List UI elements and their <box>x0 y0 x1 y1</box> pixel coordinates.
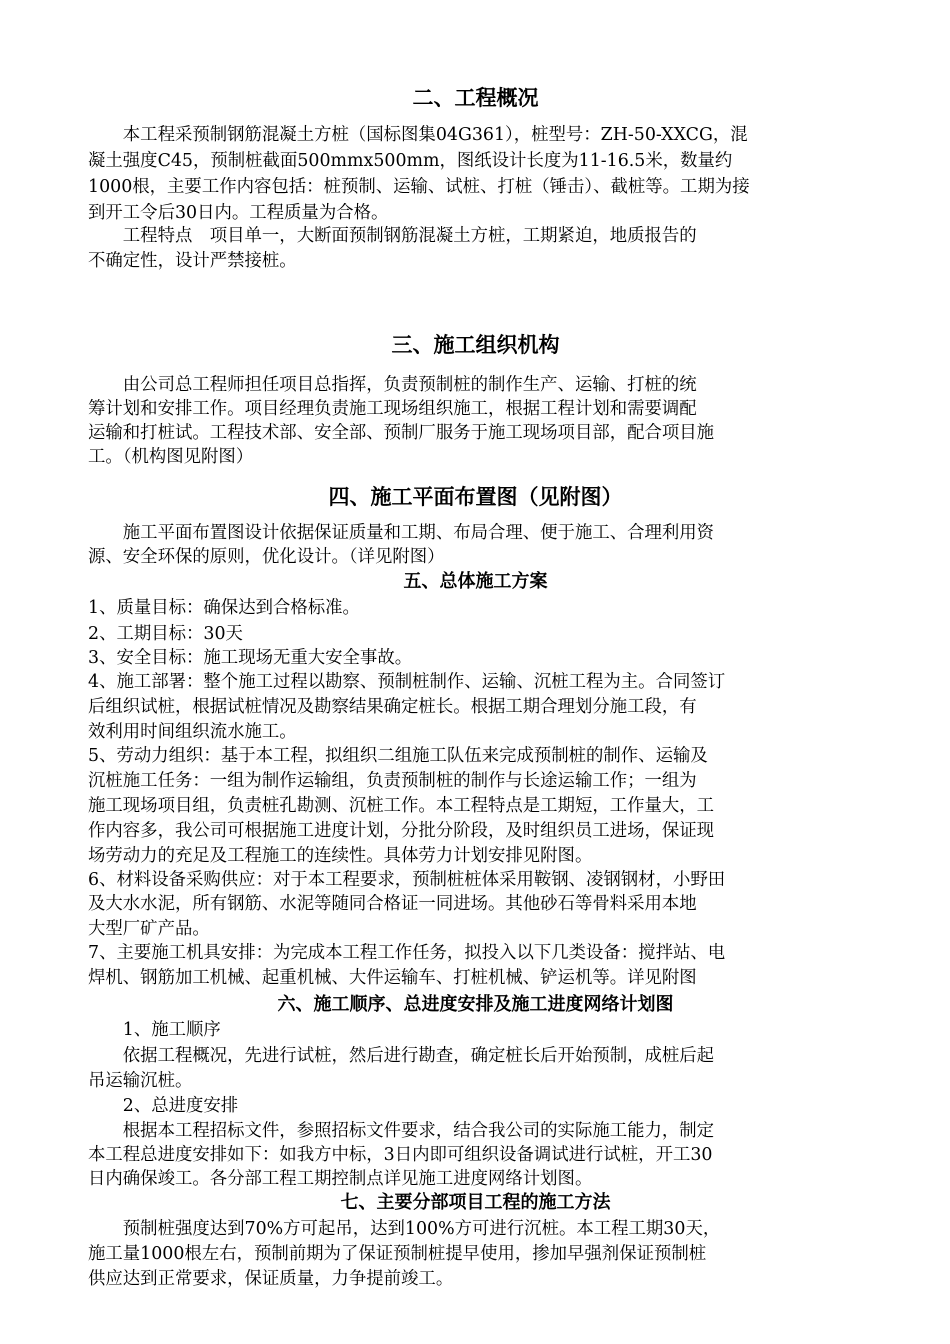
paragraph-line: 本工程总进度安排如下：如我方中标，3日内即可组织设备调试进行试桩，开工30 <box>88 1145 713 1165</box>
section-title-project-overview: 二、工程概况 <box>412 85 539 110</box>
paragraph-line: 吊运输沉桩。 <box>88 1071 193 1091</box>
list-item: 6、材料设备采购供应：对于本工程要求，预制桩桩体采用鞍钢、凌钢钢材，小野田 <box>88 870 726 890</box>
list-item: 1、质量目标：确保达到合格标准。 <box>88 598 360 618</box>
section-title-general-plan: 五、总体施工方案 <box>403 571 548 592</box>
paragraph-line: 根据本工程招标文件，参照招标文件要求，结合我公司的实际施工能力，制定 <box>88 1121 715 1141</box>
paragraph-line: 依据工程概况，先进行试桩，然后进行勘查，确定桩长后开始预制，成桩后起 <box>88 1046 715 1066</box>
list-item: 效利用时间组织流水施工。 <box>88 722 297 742</box>
paragraph-line: 1000根，主要工作内容包括：桩预制、运输、试桩、打桩（锤击）、截桩等。工期为接 <box>88 177 750 197</box>
subsection-title: 2、总进度安排 <box>88 1096 239 1116</box>
paragraph-line: 预制桩强度达到70%方可起吊，达到100%方可进行沉桩。本工程工期30天， <box>88 1219 721 1239</box>
paragraph-line: 日内确保竣工。各分部工程工期控制点详见施工进度网络计划图。 <box>88 1169 593 1189</box>
list-item: 2、工期目标：30天 <box>88 624 243 644</box>
paragraph-line: 运输和打桩试。工程技术部、安全部、预制厂服务于施工现场项目部，配合项目施 <box>88 423 715 443</box>
paragraph-line: 筹计划和安排工作。项目经理负责施工现场组织施工，根据工程计划和需要调配 <box>88 399 697 419</box>
list-item: 场劳动力的充足及工程施工的连续性。具体劳力计划安排见附图。 <box>88 846 593 866</box>
list-item: 4、施工部署：整个施工过程以勘察、预制桩制作、运输、沉桩工程为主。合同签订 <box>88 672 726 692</box>
paragraph-line: 施工量1000根左右，预制前期为了保证预制桩提早使用，掺加早强剂保证预制桩 <box>88 1244 707 1264</box>
list-item: 施工现场项目组，负责桩孔勘测、沉桩工作。本工程特点是工期短，工作量大，工 <box>88 796 715 816</box>
paragraph-line: 工。（机构图见附图） <box>88 447 254 467</box>
section-title-site-layout: 四、施工平面布置图（见附图） <box>328 484 623 509</box>
paragraph-line: 源、安全环保的原则，优化设计。（详见附图） <box>88 547 445 567</box>
paragraph-line: 凝土强度C45，预制桩截面500mmx500mm，图纸设计长度为11-16.5米，数量约 <box>88 151 733 171</box>
list-item: 7、主要施工机具安排：为完成本工程工作任务，拟投入以下几类设备：搅拌站、电 <box>88 943 726 963</box>
list-item: 5、劳动力组织：基于本工程，拟组织二组施工队伍来完成预制桩的制作、运输及 <box>88 746 708 766</box>
paragraph-line: 本工程采预制钢筋混凝土方桩（国标图集04G361），桩型号：ZH-50-XXCG，混 <box>88 125 748 145</box>
paragraph-line: 供应达到正常要求，保证质量，力争提前竣工。 <box>88 1269 454 1289</box>
list-item: 3、安全目标：施工现场无重大安全事故。 <box>88 648 413 668</box>
list-item: 及大水水泥，所有钢筋、水泥等随同合格证一同进场。其他砂石等骨料采用本地 <box>88 894 697 914</box>
paragraph-line: 由公司总工程师担任项目总指挥，负责预制桩的制作生产、运输、打桩的统 <box>88 375 697 395</box>
section-title-construction-methods: 七、主要分部项目工程的施工方法 <box>340 1192 611 1213</box>
paragraph-line: 到开工令后30日内。工程质量为合格。 <box>88 203 389 223</box>
paragraph-line: 不确定性，设计严禁接桩。 <box>88 251 297 271</box>
paragraph-line: 施工平面布置图设计依据保证质量和工期、布局合理、便于施工、合理利用资 <box>88 523 715 543</box>
section-title-organization: 三、施工组织机构 <box>391 332 560 357</box>
subsection-title: 1、施工顺序 <box>88 1020 221 1040</box>
section-title-schedule: 六、施工顺序、总进度安排及施工进度网络计划图 <box>277 994 674 1015</box>
list-item: 大型厂矿产品。 <box>88 919 210 939</box>
list-item: 后组织试桩，根据试桩情况及勘察结果确定桩长。根据工期合理划分施工段，有 <box>88 697 697 717</box>
list-item: 焊机、钢筋加工机械、起重机械、大件运输车、打桩机械、铲运机等。详见附图 <box>88 968 697 988</box>
paragraph-line: 工程特点 项目单一，大断面预制钢筋混凝土方桩，工期紧迫，地质报告的 <box>88 226 697 246</box>
list-item: 沉桩施工任务：一组为制作运输组，负责预制桩的制作与长途运输工作；一组为 <box>88 771 697 791</box>
list-item: 作内容多，我公司可根据施工进度计划，分批分阶段，及时组织员工进场，保证现 <box>88 821 715 841</box>
